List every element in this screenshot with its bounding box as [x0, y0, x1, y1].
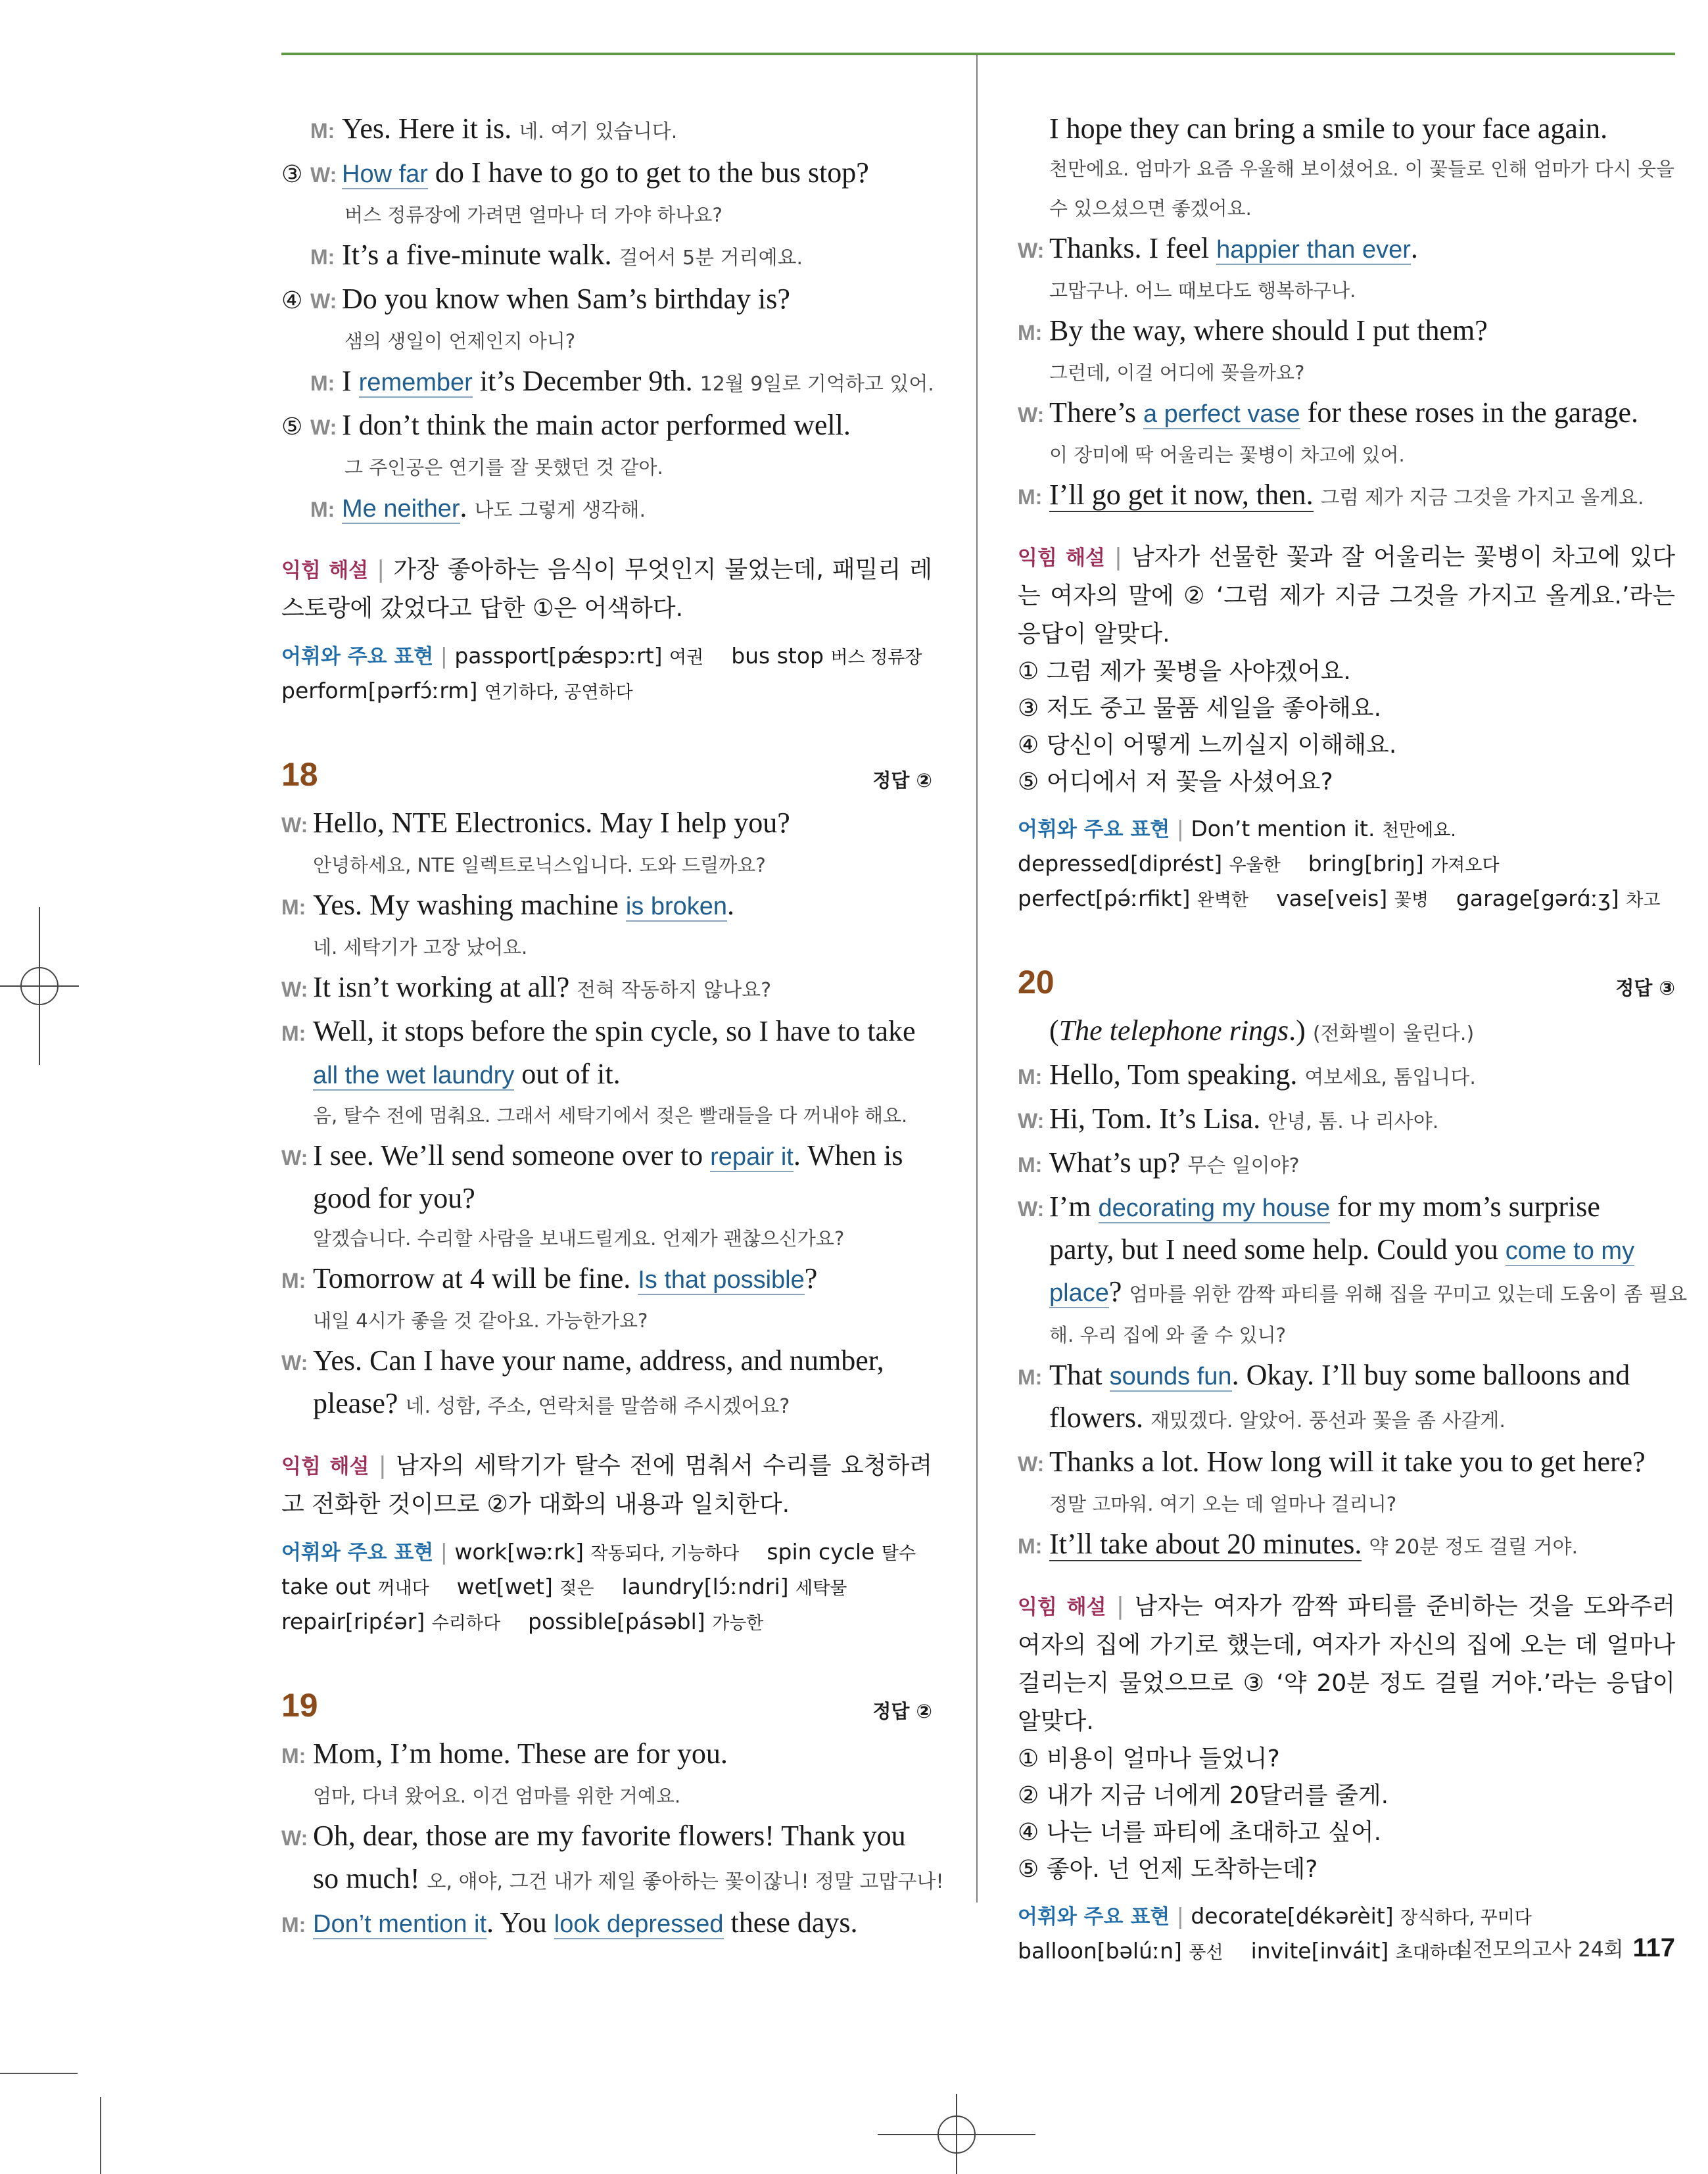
page-footer — [1454, 1933, 1675, 1963]
answer-label: 정답 ② — [872, 1700, 932, 1722]
fill-in-blank: place — [1049, 1279, 1109, 1307]
paren: .) — [1289, 1014, 1306, 1047]
correct-answer-text: I’ll go get it now, then. — [1049, 479, 1314, 511]
question-number: 18 — [281, 756, 318, 793]
footer-text: 실전모의고사 24회 — [1453, 1938, 1624, 1962]
vocab-word: wet[wet] — [456, 1574, 553, 1599]
dialog-line — [281, 803, 932, 845]
fill-in-blank: all the wet laundry — [313, 1062, 515, 1089]
fill-in-blank: decorating my house — [1098, 1194, 1331, 1222]
vocab-tag: 어휘와 주요 표현 — [281, 645, 434, 669]
korean-translation: 여보세요, 톰입니다. — [1304, 1066, 1476, 1089]
dialog-line — [1018, 1143, 1675, 1187]
dialog-line — [281, 153, 932, 195]
korean-translation: 재밌겠다. 알았어. 풍선과 꽃을 좀 사갈게. — [1150, 1409, 1506, 1432]
answer-label: 정답 ② — [872, 769, 932, 792]
option-item: ① 비용이 얼마나 들었니? — [1018, 1745, 1280, 1772]
english-text: Hello, Tom speaking. — [1049, 1058, 1298, 1091]
speaker-label: M: — [310, 245, 335, 269]
english-text: By the way, where should I put them? — [1049, 314, 1488, 346]
dialog-line — [281, 405, 932, 448]
english-text: . You — [486, 1906, 547, 1939]
vocab-word: depressed[diprést] — [1018, 851, 1223, 876]
question-header — [281, 755, 932, 803]
speaker-label: M: — [1018, 1534, 1043, 1558]
english-text: for these roses in the garage. — [1307, 396, 1638, 429]
vocab-meaning: 우울한 — [1229, 855, 1281, 876]
dialog-line — [1018, 1054, 1675, 1099]
english-text: Hello, NTE Electronics. May I help you? — [313, 807, 790, 839]
question-number: 20 — [1018, 964, 1055, 1001]
vocab-word: repair[ripέər] — [281, 1609, 425, 1634]
korean-translation: 버스 정류장에 가려면 얼마나 더 가야 하나요? — [344, 204, 723, 226]
dialog-line — [1018, 1398, 1675, 1442]
question-header — [1018, 963, 1675, 1010]
english-text: I’m — [1049, 1191, 1091, 1223]
korean-translation: 고맙구나. 어느 때보다도 행복하구나. — [1049, 279, 1356, 302]
explanation-text: 남자의 세탁기가 탈수 전에 멈춰서 수리를 요청하려고 전화한 것이므로 ②가 대화의 내용과 일치한다. — [281, 1452, 933, 1518]
english-text: I see. We’ll send someone over to — [313, 1139, 703, 1171]
korean-translation: 12월 9일로 기억하고 있어. — [700, 373, 934, 396]
speaker-label: M: — [1018, 321, 1043, 344]
korean-translation: 그런데, 이걸 어디에 꽂을까요? — [1049, 362, 1305, 384]
dialog-line — [1018, 392, 1675, 435]
option-number: ④ — [281, 287, 303, 314]
speaker-label: M: — [310, 371, 335, 395]
dialog-line — [281, 1340, 932, 1383]
english-text: Thanks a lot. How long will it take you to get here? — [1049, 1446, 1646, 1478]
korean-translation: 걸어서 5분 거리예요. — [619, 247, 803, 270]
korean-translation: 전혀 작동하지 않나요? — [577, 979, 772, 1002]
registration-mark-icon — [878, 2094, 1035, 2174]
explanation-tag: 익힘 해설 — [1018, 1595, 1106, 1619]
dialog-line — [281, 1011, 932, 1054]
english-text: Well, it stops before the spin cycle, so I have to take — [313, 1015, 916, 1047]
korean-translation: 오, 얘야, 그건 내가 제일 좋아하는 꽃이잖니! 정말 고맙구나! — [427, 1870, 944, 1893]
speaker-label: M: — [281, 1913, 306, 1937]
stage-direction — [1018, 1010, 1675, 1054]
vocabulary: 어휘와 주요 표현 | work[wəːrk] 작동되다, 기능하다 spin cycle 탈수 take out 꺼내다 wet[wet] 젖은 laundry[lɔ́ːndri] 세탁물 repair[ripέər] 수리하다 possible[pásəbl] 가능한 — [281, 1539, 916, 1634]
vocab-word: garage[gərɑ́ːʒ] — [1456, 886, 1619, 911]
vocab-word: work[wəːrk] — [454, 1539, 584, 1565]
dialog-line — [281, 1816, 932, 1858]
dialog-line — [1018, 1524, 1675, 1568]
question-number: 19 — [281, 1687, 318, 1724]
korean-translation: 엄마, 다녀 왔어요. 이건 엄마를 위한 거예요. — [313, 1785, 681, 1807]
column-divider — [976, 55, 978, 1902]
speaker-label: W: — [281, 1826, 308, 1850]
fill-in-blank: sounds fun — [1109, 1363, 1232, 1390]
vocab-word: passport[pǽspɔːrt] — [454, 643, 663, 669]
korean-translation: 무슨 일이야? — [1187, 1154, 1300, 1177]
explanation-tag: 익힘 해설 — [1018, 546, 1105, 570]
dialog-line — [281, 1383, 932, 1427]
speaker-label: M: — [310, 498, 335, 521]
vocab-word: possible[pásəbl] — [528, 1609, 705, 1634]
vocabulary: 어휘와 주요 표현 | Don’t mention it. 천만에요. depressed[diprést] 우울한 bring[briŋ] 가져오다 perfect[pə́ːrfikt] 완벽한 vase[veis] 꽃병 garage[gərɑ́ːʒ] 차고 — [1018, 816, 1661, 911]
vocab-tag: 어휘와 주요 표현 — [1018, 818, 1170, 841]
fill-in-blank: a perfect vase — [1143, 400, 1300, 428]
vocab-word: Don’t mention it. — [1191, 816, 1375, 841]
korean-translation: 그 주인공은 연기를 잘 못했던 것 같아. — [344, 456, 663, 479]
dialog-line — [281, 885, 932, 928]
english-text: flowers. — [1049, 1402, 1143, 1434]
option-item: ④ 당신이 어떻게 느끼실지 이해해요. — [1018, 732, 1397, 759]
dialog-line — [1018, 1229, 1675, 1271]
english-text: do I have to go to get to the bus stop? — [435, 156, 869, 189]
speaker-label: W: — [310, 415, 337, 439]
english-text: . — [460, 491, 467, 523]
speaker-label: W: — [1018, 1197, 1045, 1221]
dialog-line — [1018, 1099, 1675, 1143]
korean-translation: 음, 탈수 전에 멈춰요. 그래서 세탁기에서 젖은 빨래들을 다 꺼내야 해요. — [313, 1104, 908, 1127]
english-text: party, but I need some help. Could you — [1049, 1233, 1498, 1265]
option-number: ③ — [281, 161, 303, 187]
option-item: ⑤ 좋아. 넌 언제 도착하는데? — [1018, 1856, 1318, 1883]
speaker-label: M: — [281, 1744, 306, 1768]
english-text: these days. — [730, 1906, 858, 1939]
english-text: good for you? — [313, 1182, 475, 1214]
english-text: . — [1410, 232, 1418, 264]
vocab-meaning: 풍선 — [1189, 1943, 1223, 1963]
dialog-line — [1018, 228, 1675, 271]
vocab-word: spin cycle — [767, 1539, 875, 1565]
speaker-label: M: — [1018, 1153, 1043, 1177]
english-text: . When is — [793, 1139, 903, 1171]
speaker-label: M: — [1018, 1065, 1043, 1089]
option-item: ⑤ 어디에서 저 꽃을 사셨어요? — [1018, 768, 1333, 795]
english-text: It’s a five-minute walk. — [342, 239, 612, 271]
crop-mark — [0, 2073, 78, 2074]
english-text: ? — [804, 1262, 818, 1294]
vocab-meaning: 초대하다 — [1395, 1943, 1465, 1963]
speaker-label: W: — [310, 289, 337, 313]
vocab-meaning: 탈수 — [881, 1544, 916, 1564]
english-text: . — [727, 889, 735, 921]
korean-translation: 알겠습니다. 수리할 사람을 보내드릴게요. 언제가 괜찮으신가요? — [313, 1227, 845, 1250]
vocab-word: invite[inváit] — [1250, 1938, 1389, 1964]
english-text: . Okay. I’ll buy some balloons and — [1231, 1359, 1630, 1391]
speaker-label: W: — [281, 813, 308, 837]
english-text: it’s December 9th. — [479, 365, 693, 397]
dialog-line — [281, 1135, 932, 1178]
paren: ( — [1049, 1014, 1059, 1047]
fill-in-blank: remember — [358, 369, 473, 396]
english-text: I don’t think the main actor performed well. — [342, 409, 851, 441]
english-text: There’s — [1049, 396, 1136, 429]
vocab-word: laundry[lɔ́ːndri] — [621, 1574, 789, 1599]
vocab-meaning: 젖은 — [559, 1578, 594, 1599]
speaker-label: W: — [1018, 1109, 1045, 1133]
vocab-word: bus stop — [731, 643, 824, 669]
vocab-meaning: 완벽한 — [1197, 890, 1249, 910]
fill-in-blank: Me neither — [342, 495, 460, 523]
fill-in-blank: How far — [342, 160, 428, 188]
vocab-meaning: 꺼내다 — [377, 1578, 429, 1599]
vocab-meaning: 장식하다, 꾸미다 — [1400, 1908, 1532, 1928]
korean-translation: 샘의 생일이 언제인지 아니? — [344, 330, 576, 352]
speaker-label: M: — [1018, 485, 1043, 509]
korean-translation: 안녕, 톰. 나 리사야. — [1268, 1110, 1439, 1133]
english-text: so much! — [313, 1862, 420, 1895]
option-item: ② 내가 지금 너에게 20달러를 줄게. — [1018, 1782, 1389, 1809]
english-text: That — [1049, 1359, 1103, 1391]
english-text: Do you know when Sam’s birthday is? — [342, 283, 790, 315]
english-text: The telephone rings — [1058, 1014, 1289, 1047]
vocab-meaning: 가져오다 — [1431, 855, 1500, 876]
korean-translation: 나도 그렇게 생각해. — [474, 499, 646, 522]
vocab-meaning: 작동되다, 기능하다 — [590, 1544, 740, 1564]
speaker-label: W: — [1018, 1452, 1045, 1476]
english-text: What’s up? — [1049, 1146, 1181, 1179]
explanation-tag: 익힘 해설 — [281, 1455, 369, 1478]
dialog-line — [1018, 1187, 1675, 1229]
registration-mark-icon — [0, 907, 79, 1065]
english-text: for my mom’s surprise — [1337, 1191, 1600, 1223]
korean-translation: (전화벨이 울린다.) — [1312, 1022, 1475, 1045]
speaker-label: W: — [281, 1146, 308, 1170]
vocab-word: balloon[bəlúːn] — [1018, 1938, 1182, 1964]
dialog-line — [1018, 475, 1675, 519]
english-text: I — [342, 365, 352, 397]
korean-translation: 그럼 제가 지금 그것을 가지고 올게요. — [1320, 486, 1644, 509]
vocabulary: 어휘와 주요 표현 | passport[pǽspɔːrt] 여권 bus stop 버스 정류장 perform[pərfɔ́ːrm] 연기하다, 공연하다 — [281, 643, 922, 703]
dialog-line — [1018, 1355, 1675, 1398]
fill-in-blank: is broken — [625, 893, 728, 920]
english-text: ? — [1108, 1275, 1122, 1308]
korean-translation: 안녕하세요, NTE 일렉트로닉스입니다. 도와 드릴까요? — [313, 854, 766, 876]
top-rule — [281, 53, 1675, 55]
english-text: out of it. — [521, 1058, 621, 1090]
option-item: ④ 나는 너를 파티에 초대하고 싶어. — [1018, 1819, 1382, 1846]
vocab-meaning: 수리하다 — [431, 1613, 501, 1634]
page-number: 117 — [1632, 1933, 1675, 1962]
left-column — [281, 108, 944, 1945]
fill-in-blank: repair it — [710, 1143, 794, 1171]
speaker-label: M: — [310, 119, 335, 143]
dialog-line — [281, 279, 932, 321]
option-item: ① 그럼 제가 꽃병을 사야겠어요. — [1018, 658, 1351, 685]
english-text: Hi, Tom. It’s Lisa. — [1049, 1102, 1261, 1135]
vocab-meaning: 가능한 — [712, 1613, 764, 1634]
english-text: Mom, I’m home. These are for you. — [313, 1737, 728, 1770]
korean-translation: 약 20분 정도 걸릴 거야. — [1369, 1536, 1578, 1559]
dialog-line — [1018, 1271, 1688, 1315]
vocab-tag: 어휘와 주요 표현 — [281, 1541, 434, 1565]
vocab-meaning: 천만에요. — [1381, 820, 1456, 841]
fill-in-blank: Don’t mention it — [313, 1910, 487, 1938]
fill-in-blank: happier than ever — [1216, 236, 1411, 264]
vocab-meaning: 세탁물 — [795, 1578, 847, 1599]
dialog-line — [281, 235, 932, 279]
dialog-line — [281, 487, 932, 531]
vocab-word: perfect[pə́ːrfikt] — [1018, 886, 1191, 911]
korean-translation: 천만에요. 엄마가 요즘 우울해 보이셨어요. 이 꽃들로 인해 엄마가 다시 웃을 수 있으셨으면 좋겠어요. — [1049, 158, 1675, 220]
vocabulary: 어휘와 주요 표현 | decorate[dékərèit] 장식하다, 꾸미다 balloon[bəlúːn] 풍선 invite[inváit] 초대하다 — [1018, 1903, 1532, 1964]
vocab-tag: 어휘와 주요 표현 — [1018, 1905, 1170, 1929]
korean-translation: 정말 고마워. 여기 오는 데 얼마나 걸리니? — [1049, 1493, 1397, 1515]
korean-translation: 네. 성함, 주소, 연락처를 말씀해 주시겠어요? — [405, 1395, 790, 1418]
dialog-line — [281, 1258, 932, 1301]
vocab-word: take out — [281, 1574, 371, 1599]
vocab-meaning: 버스 정류장 — [830, 648, 922, 668]
speaker-label: M: — [281, 1022, 306, 1045]
speaker-label: W: — [281, 978, 308, 1001]
english-text: Yes. Can I have your name, address, and number, — [313, 1344, 884, 1377]
vocab-meaning: 꽃병 — [1394, 890, 1429, 910]
fill-in-blank: look depressed — [554, 1910, 724, 1938]
option-item: ③ 저도 중고 물품 세일을 좋아해요. — [1018, 695, 1382, 722]
korean-translation: 이 장미에 딱 어울리는 꽃병이 차고에 있어. — [1049, 444, 1405, 466]
speaker-label: M: — [1018, 1365, 1043, 1389]
crop-mark — [100, 2097, 101, 2174]
explanation-text: 가장 좋아하는 음식이 무엇인지 물었는데, 패밀리 레스토랑에 갔었다고 답한 ①은 어색하다. — [281, 556, 932, 622]
vocab-word: decorate[dékərèit] — [1191, 1903, 1394, 1929]
speaker-label: M: — [281, 1269, 306, 1292]
english-text: Thanks. I feel — [1049, 232, 1210, 264]
speaker-label: W: — [310, 163, 337, 187]
dialog-line — [1018, 310, 1675, 353]
vocab-meaning: 여권 — [669, 648, 704, 668]
vocab-meaning: 연기하다, 공연하다 — [484, 682, 633, 703]
explanation: 익힘 해설 | 남자는 여자가 깜짝 파티를 준비하는 것을 도와주러 여자의 집에 가기로 했는데, 여자가 자신의 집에 오는 데 얼마나 걸리는지 물었으므로 ③ ‘약 20분 정도 걸릴 거야.’라는 응답이 알맞다. — [1018, 1593, 1676, 1735]
fill-in-blank: come to my — [1505, 1237, 1635, 1265]
english-text: It isn’t working at all? — [313, 971, 570, 1003]
dialog-line — [281, 361, 932, 405]
question-header — [281, 1686, 932, 1734]
dialog-line — [281, 108, 932, 153]
explanation-tag: 익힘 해설 — [281, 559, 369, 582]
dialog-line — [1018, 1442, 1675, 1484]
dialog-line — [281, 967, 932, 1011]
answer-label: 정답 ③ — [1615, 977, 1675, 999]
fill-in-blank: Is that possible — [638, 1266, 805, 1294]
dialog-line — [281, 1902, 932, 1945]
dialog-line — [281, 1734, 932, 1776]
korean-translation: 엄마를 위한 깜짝 파티를 위해 집을 꾸미고 있는데 도움이 좀 필요 — [1129, 1283, 1688, 1306]
korean-translation: 내일 4시가 좋을 것 같아요. 가능한가요? — [313, 1310, 648, 1332]
explanation: 익힘 해설 | 남자가 선물한 꽃과 잘 어울리는 꽃병이 차고에 있다는 여자의 말에 ② ‘그럼 제가 지금 그것을 가지고 올게요.’라는 응답이 알맞다. — [1018, 544, 1675, 648]
korean-translation: 네. 세탁기가 고장 났어요. — [313, 936, 528, 958]
explanation: 익힘 해설 | 가장 좋아하는 음식이 무엇인지 물었는데, 패밀리 레스토랑에 갔었다고 답한 ①은 어색하다. — [281, 556, 932, 622]
right-column — [1018, 108, 1688, 1970]
vocab-word: vase[veis] — [1276, 886, 1388, 911]
vocab-word: bring[briŋ] — [1308, 851, 1424, 876]
explanation-text: 남자가 선물한 꽃과 잘 어울리는 꽃병이 차고에 있다는 여자의 말에 ② ‘그럼 제가 지금 그것을 가지고 올게요.’라는 응답이 알맞다. — [1018, 544, 1675, 648]
english-text: Oh, dear, those are my favorite flowers! Thank you — [313, 1820, 906, 1852]
vocab-word: perform[pərfɔ́ːrm] — [281, 678, 478, 703]
option-number: ⑤ — [281, 414, 303, 440]
explanation: 익힘 해설 | 남자의 세탁기가 탈수 전에 멈춰서 수리를 요청하려고 전화한 것이므로 ②가 대화의 내용과 일치한다. — [281, 1452, 933, 1518]
english-text: I hope they can bring a smile to your face again. — [1049, 112, 1608, 145]
english-text: Yes. Here it is. — [342, 112, 512, 145]
explanation-text: 남자는 여자가 깜짝 파티를 준비하는 것을 도와주러 여자의 집에 가기로 했는데, 여자가 자신의 집에 오는 데 얼마나 걸리는지 물었으므로 ③ ‘약 20분 정도 걸릴 거야.’라는 응답이 알맞다. — [1018, 1593, 1676, 1735]
dialog-line — [281, 1858, 944, 1902]
speaker-label: M: — [281, 895, 306, 919]
english-text: Yes. My washing machine — [313, 889, 619, 921]
dialog-line — [281, 1054, 932, 1096]
speaker-label: W: — [1018, 403, 1045, 427]
vocab-meaning: 차고 — [1626, 890, 1661, 910]
english-text: please? — [313, 1387, 398, 1419]
korean-translation: 해. 우리 집에 와 줄 수 있니? — [1049, 1324, 1287, 1346]
speaker-label: W: — [1018, 239, 1045, 262]
english-text: Tomorrow at 4 will be fine. — [313, 1262, 631, 1294]
speaker-label: W: — [281, 1351, 308, 1375]
korean-translation: 네. 여기 있습니다. — [519, 120, 678, 143]
correct-answer-text: It’ll take about 20 minutes. — [1049, 1528, 1362, 1560]
